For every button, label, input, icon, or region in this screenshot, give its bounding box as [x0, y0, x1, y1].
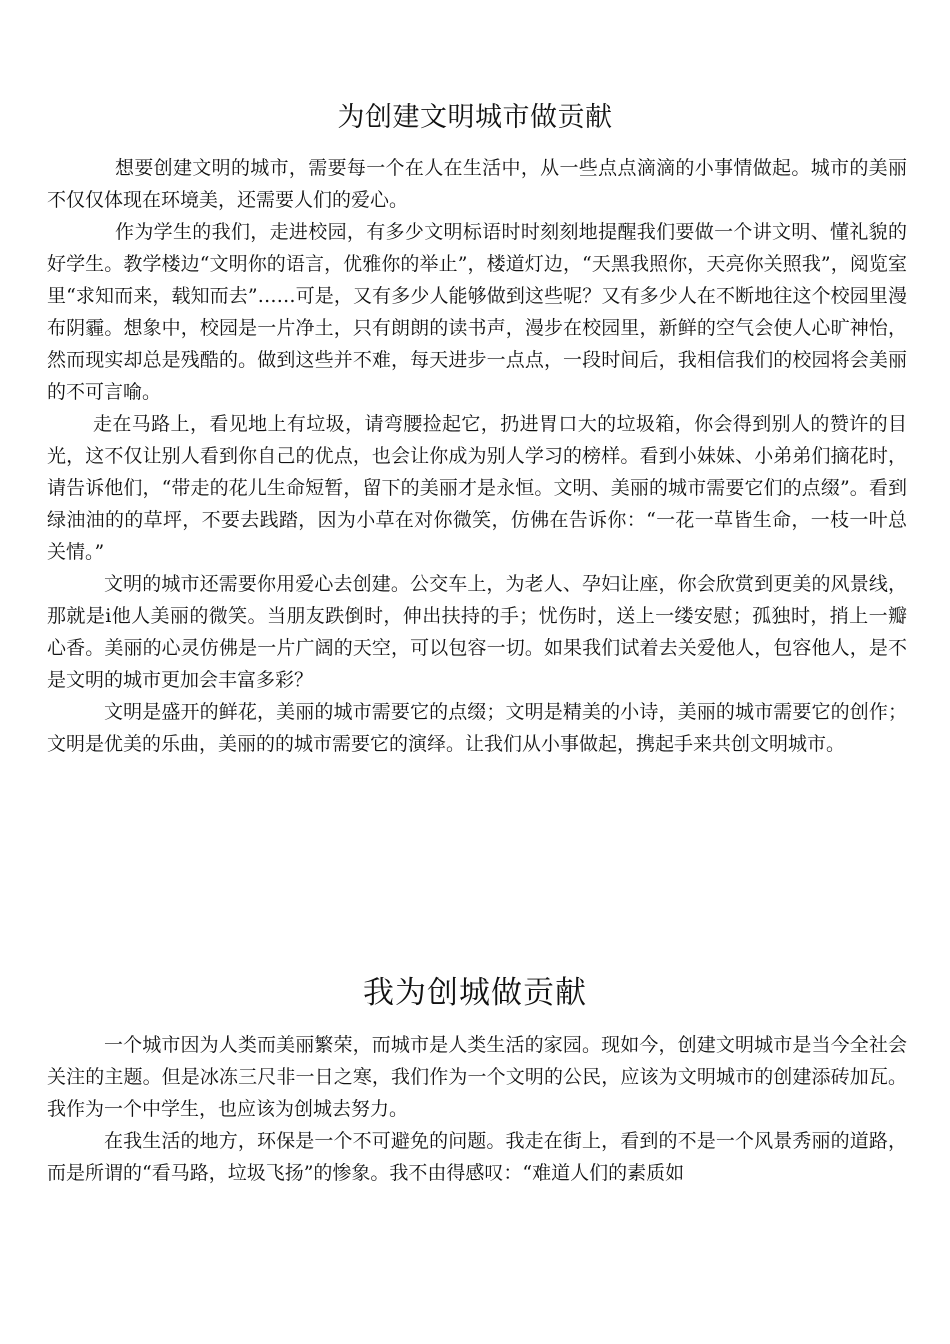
article-1-paragraph: 走在马路上，看见地上有垃圾，请弯腰捡起它，扔进胃口大的垃圾箱，你会得到别人的赞许的目光，这不仅让别人看到你自己的优点，也会让你成为别人学习的榜样。看到小妹妹、小弟弟们摘花时，请告诉他们，“带走的花儿生命短暂，留下的美丽才是永恒。文明、美丽的城市需要它们的点缀”。看到绿油油的的草坪，不要去践踏，因为小草在对你微笑，仿佛在告诉你：“一花一草皆生命，一枝一叶总关情。” [47, 413, 907, 563]
article-1-paragraph: 作为学生的我们，走进校园，有多少文明标语时时刻刻地提醒我们要做一个讲文明、懂礼貌的好学生。教学楼边“文明你的语言，优雅你的举止”，楼道灯边，“天黑我照你，天亮你关照我”，阅览室里“求知而来，载知而去”……可是，又有多少人能够做到这些呢？又有多少人在不断地往这个校园里漫布阴霾。想象中，校园是一片净土，只有朗朗的读书声，漫步在校园里，新鲜的空气会使人心旷神怡，然而现实却总是残酷的。做到这些并不难，每天进步一点点，一段时间后，我相信我们的校园将会美丽的不可言喻。 [47, 221, 907, 403]
article-1-title: 为创建文明城市做贡献 [337, 102, 613, 133]
article-1-paragraph: 文明是盛开的鲜花，美丽的城市需要它的点缀；文明是精美的小诗，美丽的城市需要它的创作；文明是优美的乐曲，美丽的的城市需要它的演绎。让我们从小事做起，携起手来共创文明城市。 [47, 701, 907, 755]
article-2-paragraph: 在我生活的地方，环保是一个不可避免的问题。我走在街上，看到的不是一个风景秀丽的道路，而是所谓的“看马路，垃圾飞扬”的惨象。我不由得感叹：“难道人们的素质如 [47, 1130, 907, 1184]
article-1-paragraph: 想要创建文明的城市，需要每一个在人在生活中，从一些点点滴滴的小事情做起。城市的美丽不仅仅体现在环境美，还需要人们的爱心。 [47, 157, 907, 211]
article-2-title: 我为创城做贡献 [363, 975, 587, 1011]
article-2-paragraph: 一个城市因为人类而美丽繁荣，而城市是人类生活的家园。现如今，创建文明城市是当今全社会关注的主题。但是冰冻三尺非一日之寒，我们作为一个文明的公民，应该为文明城市的创建添砖加瓦。我作为一个中学生，也应该为创城去努力。 [47, 1034, 907, 1120]
article-1-body [47, 152, 907, 760]
article-1-paragraph: 文明的城市还需要你用爱心去创建。公交车上，为老人、孕妇让座，你会欣赏到更美的风景线，那就是i他人美丽的微笑。当朋友跌倒时，伸出扶持的手；忧伤时，送上一缕安慰；孤独时，捎上一瓣心香。美丽的心灵仿佛是一片广阔的天空，可以包容一切。如果我们试着去关爱他人，包容他人，是不是文明的城市更加会丰富多彩？ [47, 573, 907, 691]
article-2-body [47, 1029, 907, 1189]
